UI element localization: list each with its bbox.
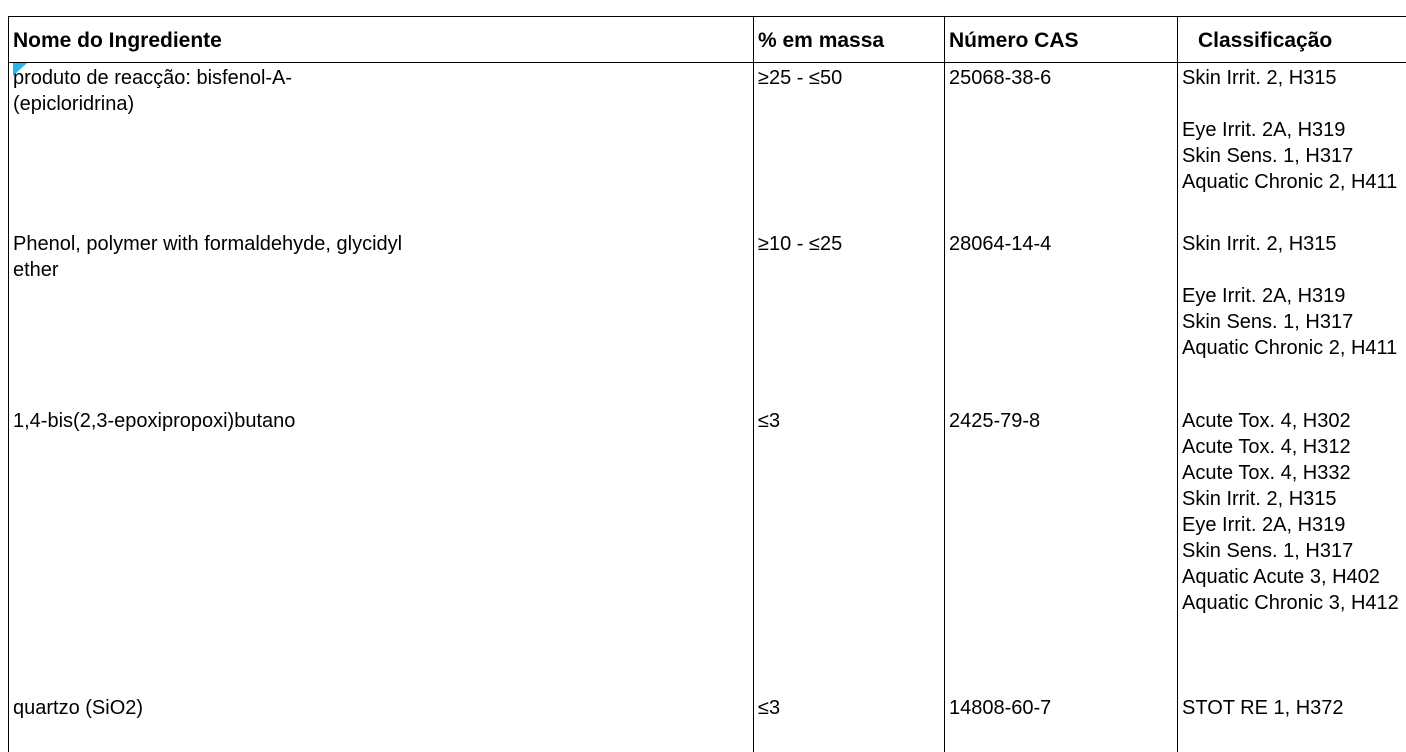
hazard-statement: Aquatic Chronic 2, H411 bbox=[1182, 169, 1406, 195]
ingredient-name-line: Phenol, polymer with formaldehyde, glycidyl bbox=[13, 231, 753, 257]
hazard-statement: Aquatic Chronic 2, H411 bbox=[1182, 335, 1406, 361]
header-mass-percent: % em massa bbox=[754, 17, 945, 63]
ingredient-name-cell bbox=[9, 693, 754, 752]
hazard-statement: Eye Irrit. 2A, H319 bbox=[1182, 117, 1406, 143]
table-row bbox=[9, 229, 1406, 406]
ingredient-name-cell bbox=[9, 406, 754, 693]
hazard-statement: STOT RE 1, H372 bbox=[1182, 695, 1406, 721]
header-row bbox=[9, 17, 1406, 63]
mass-percent-cell bbox=[754, 229, 945, 406]
mass-percent-cell bbox=[754, 406, 945, 693]
cas-number-cell bbox=[945, 693, 1178, 752]
table-row bbox=[9, 693, 1406, 752]
hazard-statement: Acute Tox. 4, H302 bbox=[1182, 408, 1406, 434]
hazard-statement: Skin Sens. 1, H317 bbox=[1182, 309, 1406, 335]
cas-number-cell bbox=[945, 406, 1178, 693]
hazard-statement: Skin Irrit. 2, H315 bbox=[1182, 65, 1406, 91]
cas-number-value: 25068-38-6 bbox=[945, 63, 1177, 91]
hazard-statement: Skin Irrit. 2, H315 bbox=[1182, 231, 1406, 257]
ingredient-name-line: 1,4-bis(2,3-epoxipropoxi)butano bbox=[13, 408, 753, 434]
table-row bbox=[9, 63, 1406, 230]
cas-number-value: 28064-14-4 bbox=[945, 229, 1177, 257]
header-ingredient-name: Nome do Ingrediente bbox=[9, 17, 754, 63]
classification-cell bbox=[1178, 229, 1406, 406]
ingredients-table bbox=[8, 16, 1406, 752]
mass-percent-value: ≥10 - ≤25 bbox=[754, 229, 944, 257]
cas-number-value: 2425-79-8 bbox=[945, 406, 1177, 434]
cas-number-value: 14808-60-7 bbox=[945, 693, 1177, 721]
comment-marker-icon[interactable] bbox=[13, 63, 27, 76]
hazard-statement: Acute Tox. 4, H312 bbox=[1182, 434, 1406, 460]
mass-percent-cell bbox=[754, 693, 945, 752]
ingredient-name-line: produto de reacção: bisfenol-A- bbox=[13, 65, 753, 91]
ingredient-name-cell bbox=[9, 63, 754, 230]
mass-percent-value: ≤3 bbox=[754, 406, 944, 434]
hazard-statement: Acute Tox. 4, H332 bbox=[1182, 460, 1406, 486]
hazard-statement: Skin Irrit. 2, H315 bbox=[1182, 486, 1406, 512]
hazard-statement: Skin Sens. 1, H317 bbox=[1182, 143, 1406, 169]
cas-number-cell bbox=[945, 63, 1178, 230]
header-classification: Classificação bbox=[1178, 17, 1406, 63]
header-cas-number: Número CAS bbox=[945, 17, 1178, 63]
table-row bbox=[9, 406, 1406, 693]
ingredient-name-cell bbox=[9, 229, 754, 406]
classification-cell bbox=[1178, 406, 1406, 693]
mass-percent-value: ≤3 bbox=[754, 693, 944, 721]
ingredient-name-line: quartzo (SiO2) bbox=[13, 695, 753, 721]
mass-percent-value: ≥25 - ≤50 bbox=[754, 63, 944, 91]
hazard-statement: Eye Irrit. 2A, H319 bbox=[1182, 283, 1406, 309]
ingredient-name-line: ether bbox=[13, 257, 753, 283]
hazard-statement: Aquatic Acute 3, H402 bbox=[1182, 564, 1406, 590]
mass-percent-cell bbox=[754, 63, 945, 230]
hazard-statement: Aquatic Chronic 3, H412 bbox=[1182, 590, 1406, 616]
ingredient-name-line: (epicloridrina) bbox=[13, 91, 753, 117]
classification-cell bbox=[1178, 63, 1406, 230]
cas-number-cell bbox=[945, 229, 1178, 406]
classification-cell bbox=[1178, 693, 1406, 752]
hazard-statement: Skin Sens. 1, H317 bbox=[1182, 538, 1406, 564]
hazard-statement: Eye Irrit. 2A, H319 bbox=[1182, 512, 1406, 538]
